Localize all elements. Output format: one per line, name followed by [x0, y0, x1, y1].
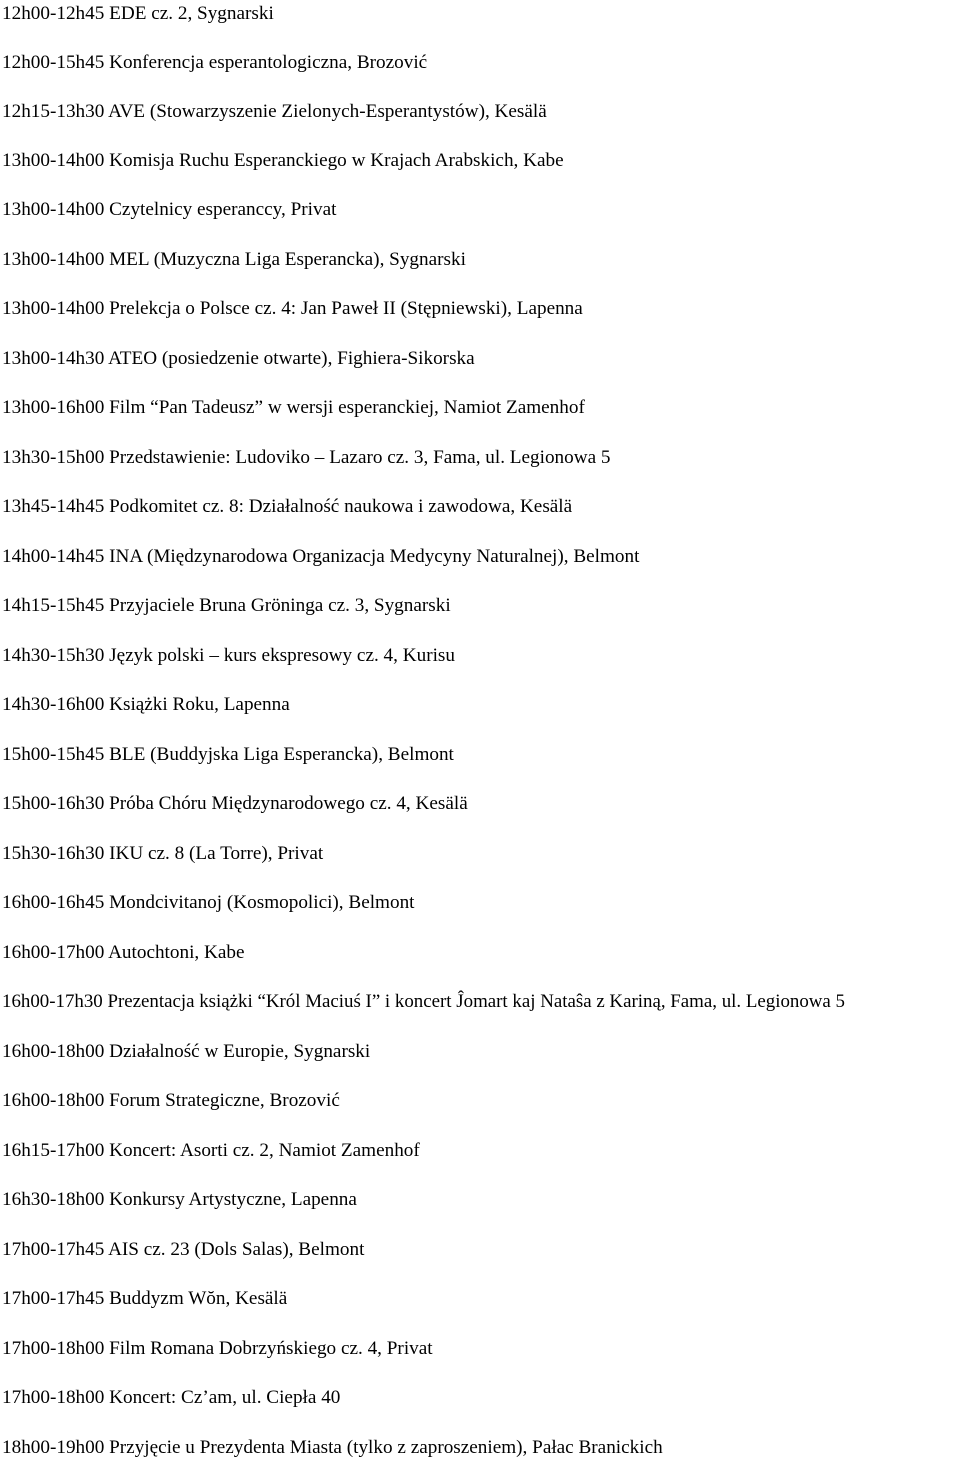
schedule-entry: 16h00-16h45 Mondcivitanoj (Kosmopolici), Belmont: [2, 892, 415, 913]
schedule-entry: 17h00-18h00 Koncert: Cz’am, ul. Ciepła 40: [2, 1387, 341, 1408]
schedule-entry: 14h00-14h45 INA (Międzynarodowa Organizacja Medycyny Naturalnej), Belmont: [2, 546, 640, 567]
schedule-entry: 16h30-18h00 Konkursy Artystyczne, Lapenna: [2, 1189, 357, 1210]
schedule-entry: 14h30-15h30 Język polski – kurs ekspresowy cz. 4, Kurisu: [2, 645, 455, 666]
schedule-entry: 15h00-15h45 BLE (Buddyjska Liga Esperancka), Belmont: [2, 744, 454, 765]
schedule-entry: 13h00-16h00 Film “Pan Tadeusz” w wersji esperanckiej, Namiot Zamenhof: [2, 397, 585, 418]
schedule-entry: 12h00-12h45 EDE cz. 2, Sygnarski: [2, 3, 274, 24]
schedule-entry: 13h00-14h30 ATEO (posiedzenie otwarte), Fighiera-Sikorska: [2, 348, 475, 369]
schedule-entry: 14h15-15h45 Przyjaciele Bruna Gröninga cz. 3, Sygnarski: [2, 595, 451, 616]
schedule-entry: 15h00-16h30 Próba Chóru Międzynarodowego cz. 4, Kesälä: [2, 793, 468, 814]
schedule-entry: 12h15-13h30 AVE (Stowarzyszenie Zielonych-Esperantystów), Kesälä: [2, 101, 547, 122]
schedule-entry: 13h00-14h00 Komisja Ruchu Esperanckiego w Krajach Arabskich, Kabe: [2, 150, 564, 171]
schedule-entry: 16h00-18h00 Forum Strategiczne, Brozović: [2, 1090, 340, 1111]
schedule-entry: 13h00-14h00 Prelekcja o Polsce cz. 4: Jan Paweł II (Stępniewski), Lapenna: [2, 298, 583, 319]
schedule-entry: 13h30-15h00 Przedstawienie: Ludoviko – Lazaro cz. 3, Fama, ul. Legionowa 5: [2, 447, 611, 468]
schedule-entry: 13h00-14h00 Czytelnicy esperanccy, Privat: [2, 199, 337, 220]
schedule-entry: 18h00-19h00 Przyjęcie u Prezydenta Miasta (tylko z zaproszeniem), Pałac Branickich: [2, 1437, 663, 1458]
schedule-entry: 13h45-14h45 Podkomitet cz. 8: Działalność naukowa i zawodowa, Kesälä: [2, 496, 573, 517]
schedule-entry: 14h30-16h00 Książki Roku, Lapenna: [2, 694, 290, 715]
schedule-entry: 15h30-16h30 IKU cz. 8 (La Torre), Privat: [2, 843, 324, 864]
schedule-entry: 12h00-15h45 Konferencja esperantologiczna, Brozović: [2, 52, 428, 73]
schedule-entry: 17h00-18h00 Film Romana Dobrzyńskiego cz. 4, Privat: [2, 1338, 433, 1359]
schedule-entry: 17h00-17h45 AIS cz. 23 (Dols Salas), Belmont: [2, 1239, 365, 1260]
schedule-entry: 16h00-17h00 Autochtoni, Kabe: [2, 942, 245, 963]
schedule-entry: 16h00-17h30 Prezentacja książki “Król Maciuś I” i koncert Ĵomart kaj Nataŝa z Kariną, Fama, ul. Legionowa 5: [2, 991, 845, 1012]
schedule-entry: 17h00-17h45 Buddyzm Wŏn, Kesälä: [2, 1288, 288, 1309]
schedule-entry: 13h00-14h00 MEL (Muzyczna Liga Esperancka), Sygnarski: [2, 249, 466, 270]
schedule-entry: 16h15-17h00 Koncert: Asorti cz. 2, Namiot Zamenhof: [2, 1140, 420, 1161]
schedule-entry: 16h00-18h00 Działalność w Europie, Sygnarski: [2, 1041, 371, 1062]
